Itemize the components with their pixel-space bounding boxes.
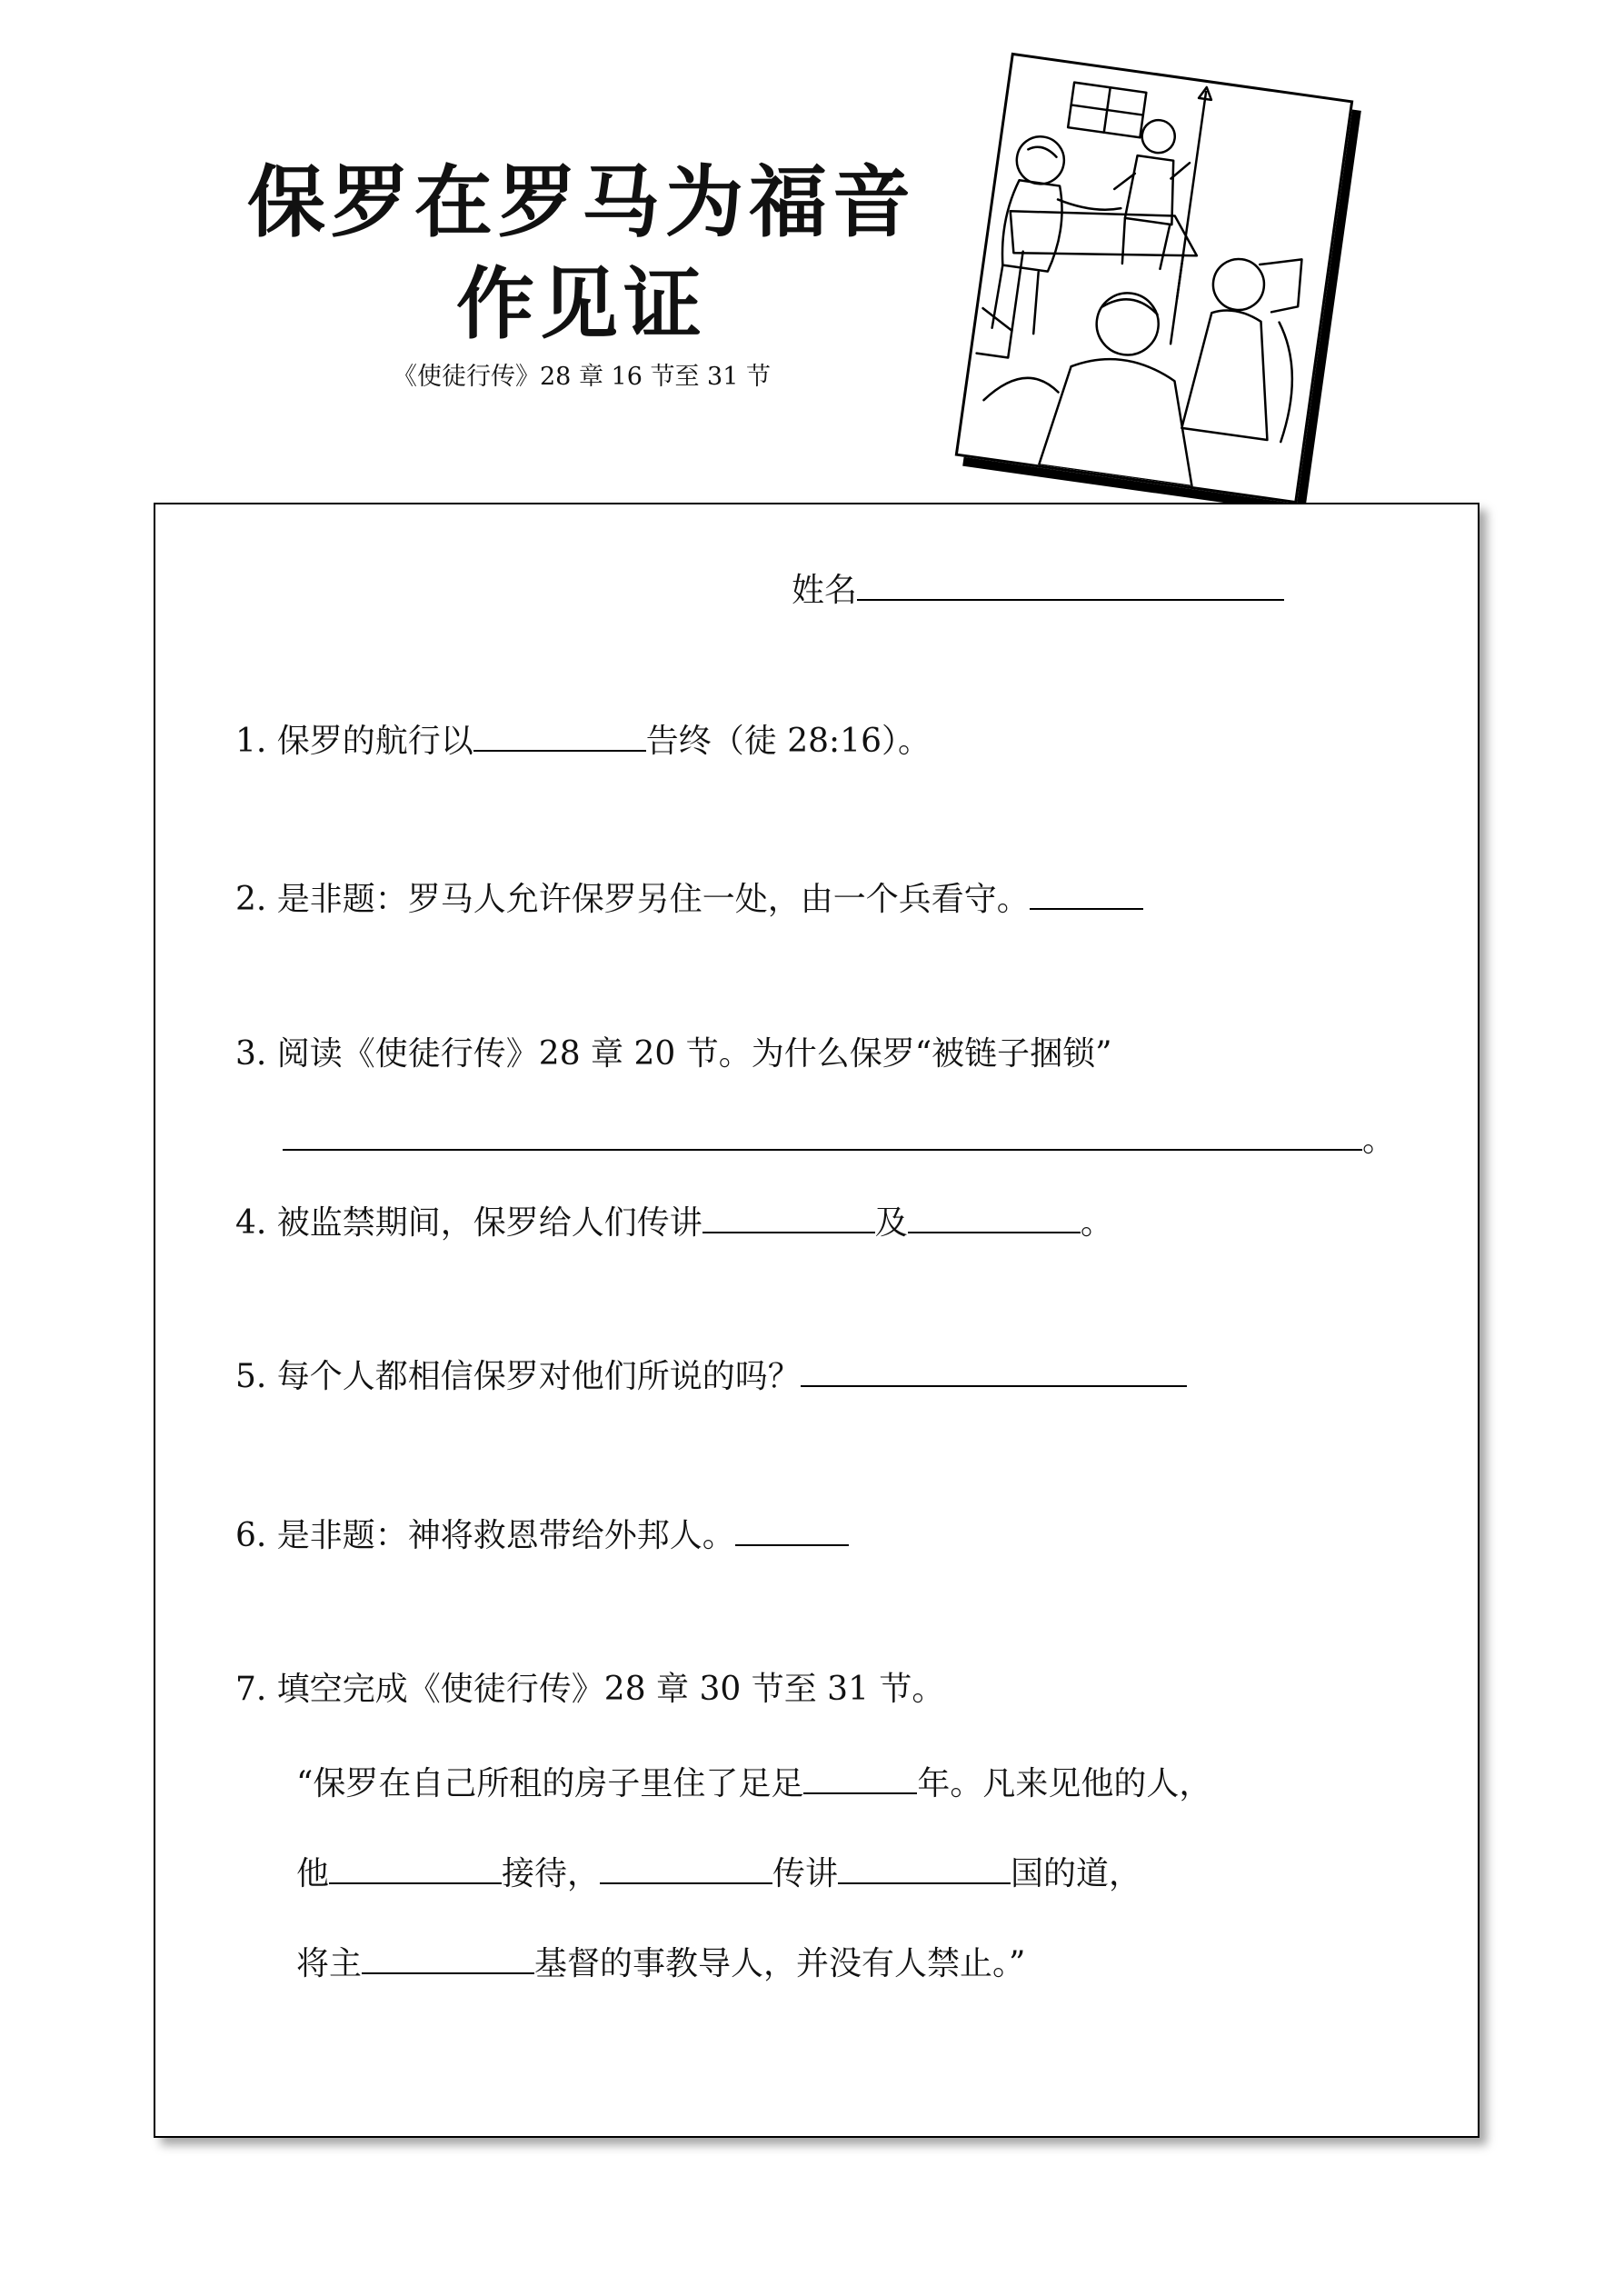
question-4-blank-1[interactable] [702,1203,875,1233]
question-6-text: 6. 是非题：神将救恩带给外邦人。 [235,1517,735,1554]
question-7-line-1-b: 年。凡来见他的人， [917,1765,1212,1802]
question-7-line-2 [296,1853,1141,1891]
question-7-blank-5[interactable] [362,1943,534,1974]
illustration-frame [955,53,1354,504]
name-blank[interactable] [857,570,1284,601]
name-label: 姓名 [792,572,858,609]
question-7-line-1 [296,1763,1211,1801]
question-4 [235,1203,1113,1240]
question-3-text: 3. 阅读《使徒行传》28 章 20 节。为什么保罗“被链子捆锁” [235,1035,1112,1073]
question-7-text: 7. 填空完成《使徒行传》28 章 30 节至 31 节。 [235,1671,945,1708]
question-7-line-2-d: 国的道， [1011,1855,1142,1892]
name-row [792,570,1284,607]
worksheet-card [154,503,1480,2138]
question-4-before: 4. 被监禁期间，保罗给人们传讲 [235,1204,702,1242]
question-4-blank-2[interactable] [908,1203,1081,1233]
worksheet-title-line-2: 作见证 [456,259,707,350]
question-7-blank-4[interactable] [838,1853,1011,1884]
question-6-blank[interactable] [735,1515,849,1546]
question-1-blank[interactable] [473,721,646,752]
question-7-line-2-a: 他 [296,1855,330,1892]
question-2 [235,879,1143,916]
question-7-line-3-a: 将主 [296,1945,363,1982]
question-1 [235,721,931,758]
paul-teaching-illustration [955,53,1354,504]
question-2-blank[interactable] [1030,879,1143,910]
question-5-text: 5. 每个人都相信保罗对他们所说的吗？ [235,1358,801,1395]
paul-teaching-under-guard-icon [958,55,1350,501]
question-2-text: 2. 是非题：罗马人允许保罗另住一处，由一个兵看守。 [235,881,1030,918]
question-7-line-2-c: 传讲 [772,1855,839,1892]
worksheet-title-line-1: 保罗在罗马为福音 [247,157,916,248]
question-7-line-3-b: 基督的事教导人，并没有人禁止。” [534,1945,1026,1982]
question-3 [235,1035,1112,1073]
question-4-middle: 及 [874,1204,908,1242]
question-6 [235,1515,849,1552]
question-7 [235,1673,944,1706]
question-7-blank-3[interactable] [600,1853,772,1884]
question-5 [235,1356,1187,1393]
question-7-line-2-b: 接待， [502,1855,601,1892]
question-5-blank[interactable] [801,1356,1187,1387]
question-7-blank-years[interactable] [803,1763,917,1794]
question-3-answer-row [283,1120,1395,1157]
question-4-end: 。 [1080,1204,1113,1242]
scripture-reference: 《使徒行传》28 章 16 节至 31 节 [393,363,771,391]
question-7-line-1-a: “保罗在自己所租的房子里住了足足 [296,1765,804,1802]
question-3-end: 。 [1362,1122,1396,1159]
question-7-blank-2[interactable] [329,1853,502,1884]
question-7-line-3 [296,1943,1025,1981]
question-3-blank[interactable] [283,1120,1362,1151]
question-1-after: 告终（徒 28:16）。 [645,723,931,760]
question-1-before: 1. 保罗的航行以 [235,723,473,760]
